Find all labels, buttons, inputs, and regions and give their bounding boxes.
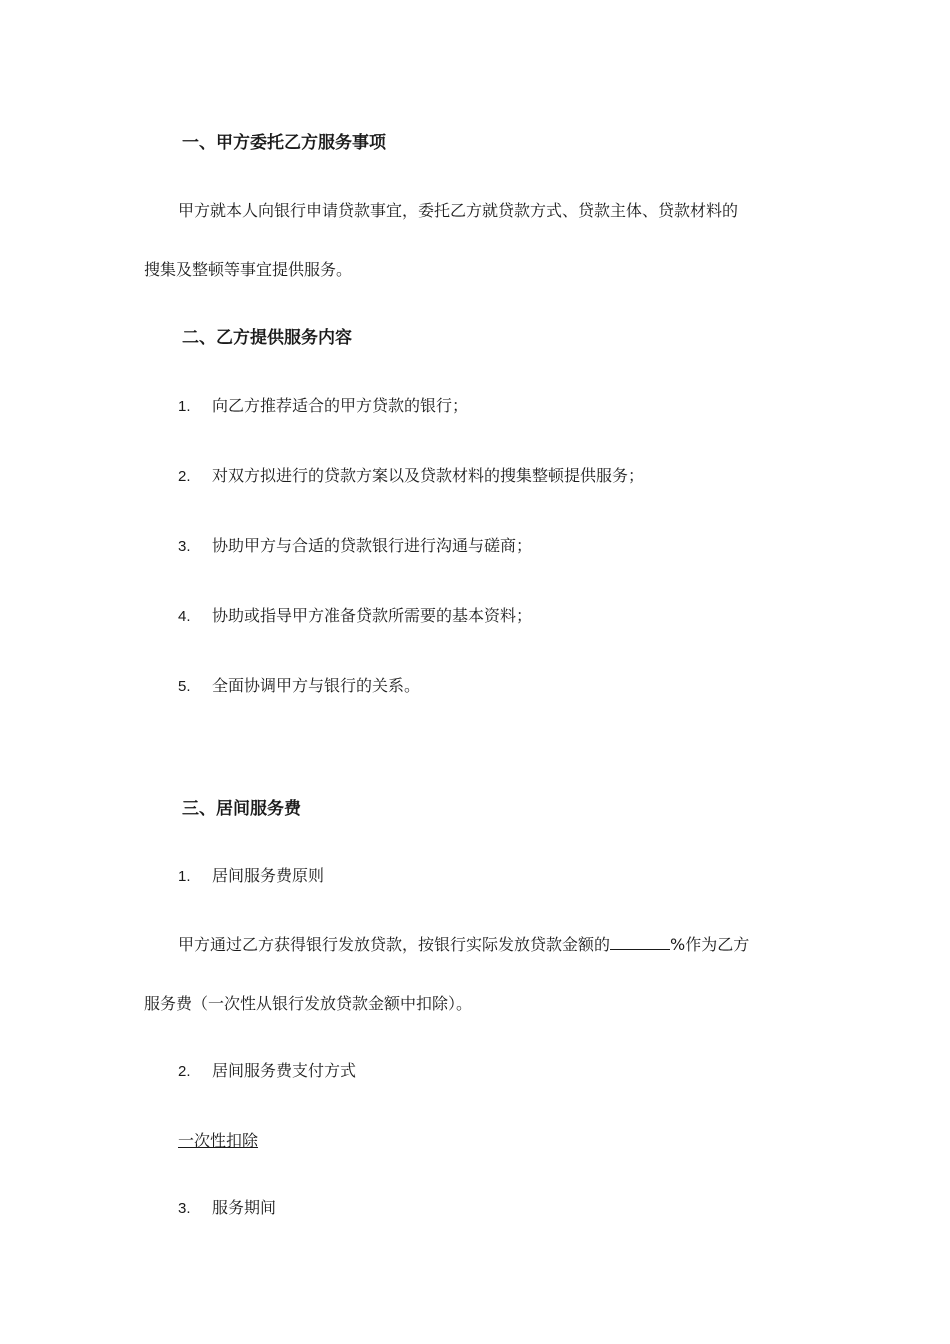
fee-percentage-blank[interactable]: [610, 935, 670, 950]
section1-paragraph-line2: 搜集及整顿等事宜提供服务。: [144, 260, 353, 279]
fee-text-before: 甲方通过乙方获得银行发放贷款，按银行实际发放贷款金额的: [178, 935, 611, 954]
list-item-number: 3.: [178, 1200, 191, 1217]
list-item: [178, 533, 532, 556]
section1-paragraph-line1: 甲方就本人向银行申请贷款事宜，委托乙方就贷款方式、贷款主体、贷款材料的: [178, 201, 739, 220]
list-item-number: 2.: [178, 468, 191, 485]
list-item-text: 向乙方推荐适合的甲方贷款的银行；: [212, 396, 469, 415]
section-heading-1: 一、甲方委托乙方服务事项: [182, 133, 386, 153]
list-item-number: 1.: [178, 868, 191, 885]
list-item-text: 协助或指导甲方准备贷款所需要的基本资料；: [212, 606, 533, 625]
list-item: [178, 1195, 276, 1218]
list-item-number: 1.: [178, 398, 191, 415]
section-heading-2: 二、乙方提供服务内容: [182, 328, 352, 348]
list-item: [178, 463, 644, 486]
section3-paragraph-line2: 服务费（一次性从银行发放贷款金额中扣除）。: [144, 994, 473, 1013]
list-item: [178, 863, 324, 886]
list-item-number: 3.: [178, 538, 191, 555]
list-item-number: 4.: [178, 608, 191, 625]
list-item-text: 居间服务费支付方式: [212, 1061, 357, 1080]
list-item: [178, 603, 532, 626]
payment-method-value: 一次性扣除: [178, 1131, 259, 1150]
list-item-text: 服务期间: [212, 1198, 277, 1217]
list-item-text: 协助甲方与合适的贷款银行进行沟通与磋商；: [212, 536, 533, 555]
list-item-text: 对双方拟进行的贷款方案以及贷款材料的搜集整顿提供服务；: [212, 466, 645, 485]
list-item-text: 居间服务费原则: [212, 866, 325, 885]
section-heading-3: 三、居间服务费: [182, 799, 301, 819]
section3-paragraph-line1: [178, 932, 749, 955]
list-item-number: 5.: [178, 678, 191, 695]
list-item: [178, 1058, 356, 1081]
list-item: [178, 673, 420, 696]
list-item: [178, 393, 468, 416]
list-item-text: 全面协调甲方与银行的关系。: [212, 676, 421, 695]
list-item-number: 2.: [178, 1063, 191, 1080]
fee-text-after: %作为乙方: [670, 935, 750, 954]
